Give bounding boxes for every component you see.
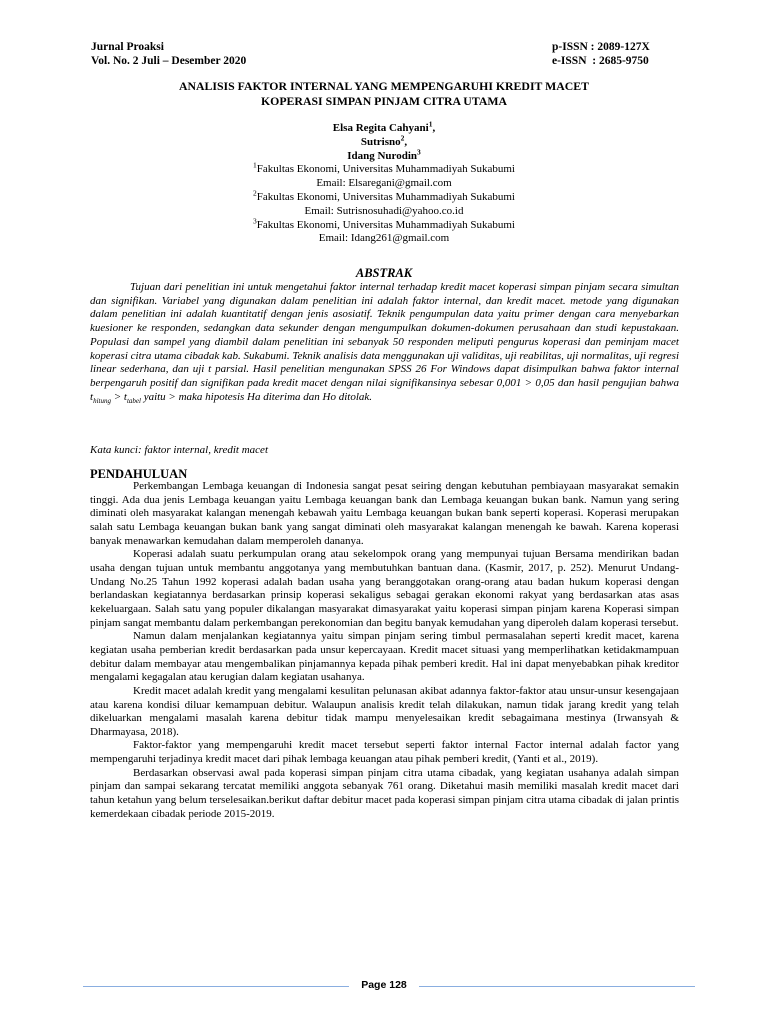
author-2: Sutrisno$^2$, bbox=[360, 133, 408, 148]
author-1: Elsa Regita Cahyani$^1$, bbox=[332, 119, 436, 134]
journal-name: Jurnal Proaksi bbox=[91, 41, 164, 53]
email-1: Email: Elsaregani@gmail.com bbox=[316, 177, 452, 190]
paragraph: Kredit macet adalah kredit yang mengalami kesulitan pelunasan akibat adannya faktor-faktor atau unsur-unsur kesengajaan atau karena kondisi diluar kemampuan debitur. Walaupun analisis kredit telah dilakukan, namun tidak jarang kredit yang telah dikeluarkan mengalami masalah karena debitur tidak mampu menyelesaikan kredit sebagaimana mestinya (Irwansyah & Dharmayasa, 2018). bbox=[90, 684, 679, 738]
author-block bbox=[130, 119, 638, 246]
footer-divider-right bbox=[419, 986, 695, 987]
affiliation-2: $^2$Fakultas Ekonomi, Universitas Muhammadiyah Sukabumi bbox=[253, 188, 515, 203]
affiliation-1: $^1$Fakultas Ekonomi, Universitas Muhammadiyah Sukabumi bbox=[253, 160, 515, 176]
paragraph: Koperasi adalah suatu perkumpulan orang atau sekelompok orang yang mempunyai tujuan Bersama mendirikan badan usaha dengan tujuan untuk membantu anggotanya yang membutuhkan bantuan dana. (Kasmir, 2017, p. 252). Menurut Undang-Undang No.25 Tahun 1992 koperasi adalah badan usaha yang beranggotakan orang-orang atau badan hukum koperasi dengan berlandaskan kegiatannya berdasarkan prinsip koperasi sekaligus sebagai gerakan ekonomi rakyat yang berdasarkan atas asas kekeluargaan. Salah satu yang populer dikalangan masyarakat dimasyarakat yaitu koperasi simpan pinjam karena Koperasi simpan pinjam sangat membantu dalam perkembangan perekonomian dan begitu banyak kemudahan yang diperoleh dalam koperasi tersebut. bbox=[90, 548, 679, 629]
journal-header-left bbox=[91, 40, 246, 68]
section-body bbox=[90, 480, 679, 821]
section-heading: PENDAHULUAN bbox=[90, 467, 188, 481]
paragraph: Perkembangan Lembaga keuangan di Indonesia sangat pesat seiring dengan kebutuhan pembiayaan masyarakat semakin tinggi. Ada dua jenis Lembaga keuangan yaitu Lembaga keuangan bank dan Lembaga keuangan bukan bank. Namun yang sering diminati oleh masyarakat kalangan menengah kebawah yaitu Lembaga keuangan bukan bank seperti koperasi. Koperasi merupakan salah satu Lembaga keuangan bukan bank yang sangat diminati oleh masyarakat kalangan menengah ke bawah. Karena koperasi banyak menawarkan kemudahan dalam memperoleh dananya. bbox=[90, 480, 679, 547]
paragraph: Namun dalam menjalankan kegiatannya yaitu simpan pinjam sering timbul permasalahan seperti kredit macet, karena kegiatan usaha pemberian kredit berdasarkan pada unsur kepercayaan. Kredit macet situasi yang memperlihatkan ketidakmampuan debitur dalam membayar atau mengembalikan pinjamannya kepada pihak pemberi kredit. Hal ini dapat menyebabkan pihak kreditor mengalami kegagalan atau kerugian dalam kegiatan usahanya. bbox=[90, 630, 679, 684]
title-line-1: ANALISIS FAKTOR INTERNAL YANG MEMPENGARUHI KREDIT MACET bbox=[178, 79, 590, 93]
paragraph: Faktor-faktor yang mempengaruhi kredit macet tersebut seperti faktor internal Factor internal adalah factor yang mempengaruhi terjadinya kredit macet dari pihak lembaga keuangan atau pihak pemberi kredit, (Yanti et al., 2019). bbox=[90, 739, 679, 766]
footer-divider-left bbox=[83, 986, 349, 987]
abstract-heading: ABSTRAK bbox=[355, 266, 413, 280]
email-2: Email: Sutrisnosuhadi@yahoo.co.id bbox=[304, 204, 464, 217]
page-number: Page 128 bbox=[361, 979, 407, 991]
paper-title bbox=[80, 79, 688, 108]
keywords: Kata kunci: faktor internal, kredit macet bbox=[90, 444, 268, 456]
email-3: Email: Idang261@gmail.com bbox=[318, 232, 450, 245]
title-line-2: KOPERASI SIMPAN PINJAM CITRA UTAMA bbox=[261, 93, 507, 108]
paragraph: Berdasarkan observasi awal pada koperasi simpan pinjam citra utama cibadak, yang kegiatan usahanya adalah simpan pinjam dan sampai sekarang tercatat memiliki anggota sebanyak 761 orang. Diketahui masih memiliki masalah kredit macet dari tahun ketahun yang belum terselesaikan.berikut daftar debitur macet pada koperasi simpan pinjam citra utama cibadak di jalan printis kemerdekaan cibadak periode 2015-2019. bbox=[90, 766, 679, 820]
eissn: e-ISSN : 2685-9750 bbox=[552, 55, 649, 67]
abstract-text: Tujuan dari penelitian ini untuk mengetahui faktor internal terhadap kredit macet koperasi simpan pinjam secara simultan dan signifikan. Variabel yang digunakan dalam penelitian ini adalah faktor internal, dan kredit macet. metode yang digunakan dalam penelitian ini adalah kuantitatif dengan jenis asosiatif. Teknik pengumpulan data yaitu primer dengan cara menyebarkan kuesioner ke responden, sedangkan data sekunder dengan mengumpulkan dokumen-dokumen perusahaan dan studi kepustakaan. Populasi dan sampel yang diambil dalam penelitian ini sebanyak 50 responden meliputi pengurus koperasi dan peminjam macet koperasi citra utama cibadak kab. Sukabumi. Teknik analisis data menggunakan uji validitas, uji reabilitas, uji normalitas, uji regresi linear sederhana, dan uji t parsial. Hasil penelitian mengunakan SPSS 26 For Windows dapat disimpulkan bahwa faktor internal berpengaruh positif dan signifikan pada kredit macet dengan nilai signifikansinya sebesar 0,001 > 0,05 dan hasil pengujian bahwa $t_{hitung} > t_{tabel}$ yaitu > maka hipotesis Ha diterima dan Ho ditolak. bbox=[90, 281, 679, 405]
author-3: Idang Nurodin$^3$ bbox=[347, 146, 421, 162]
pissn: p-ISSN : 2089-127X bbox=[552, 41, 650, 53]
journal-volume: Vol. No. 2 Juli – Desember 2020 bbox=[91, 55, 247, 67]
journal-header-right bbox=[552, 40, 650, 68]
affiliation-3: $^3$Fakultas Ekonomi, Universitas Muhammadiyah Sukabumi bbox=[253, 215, 515, 231]
